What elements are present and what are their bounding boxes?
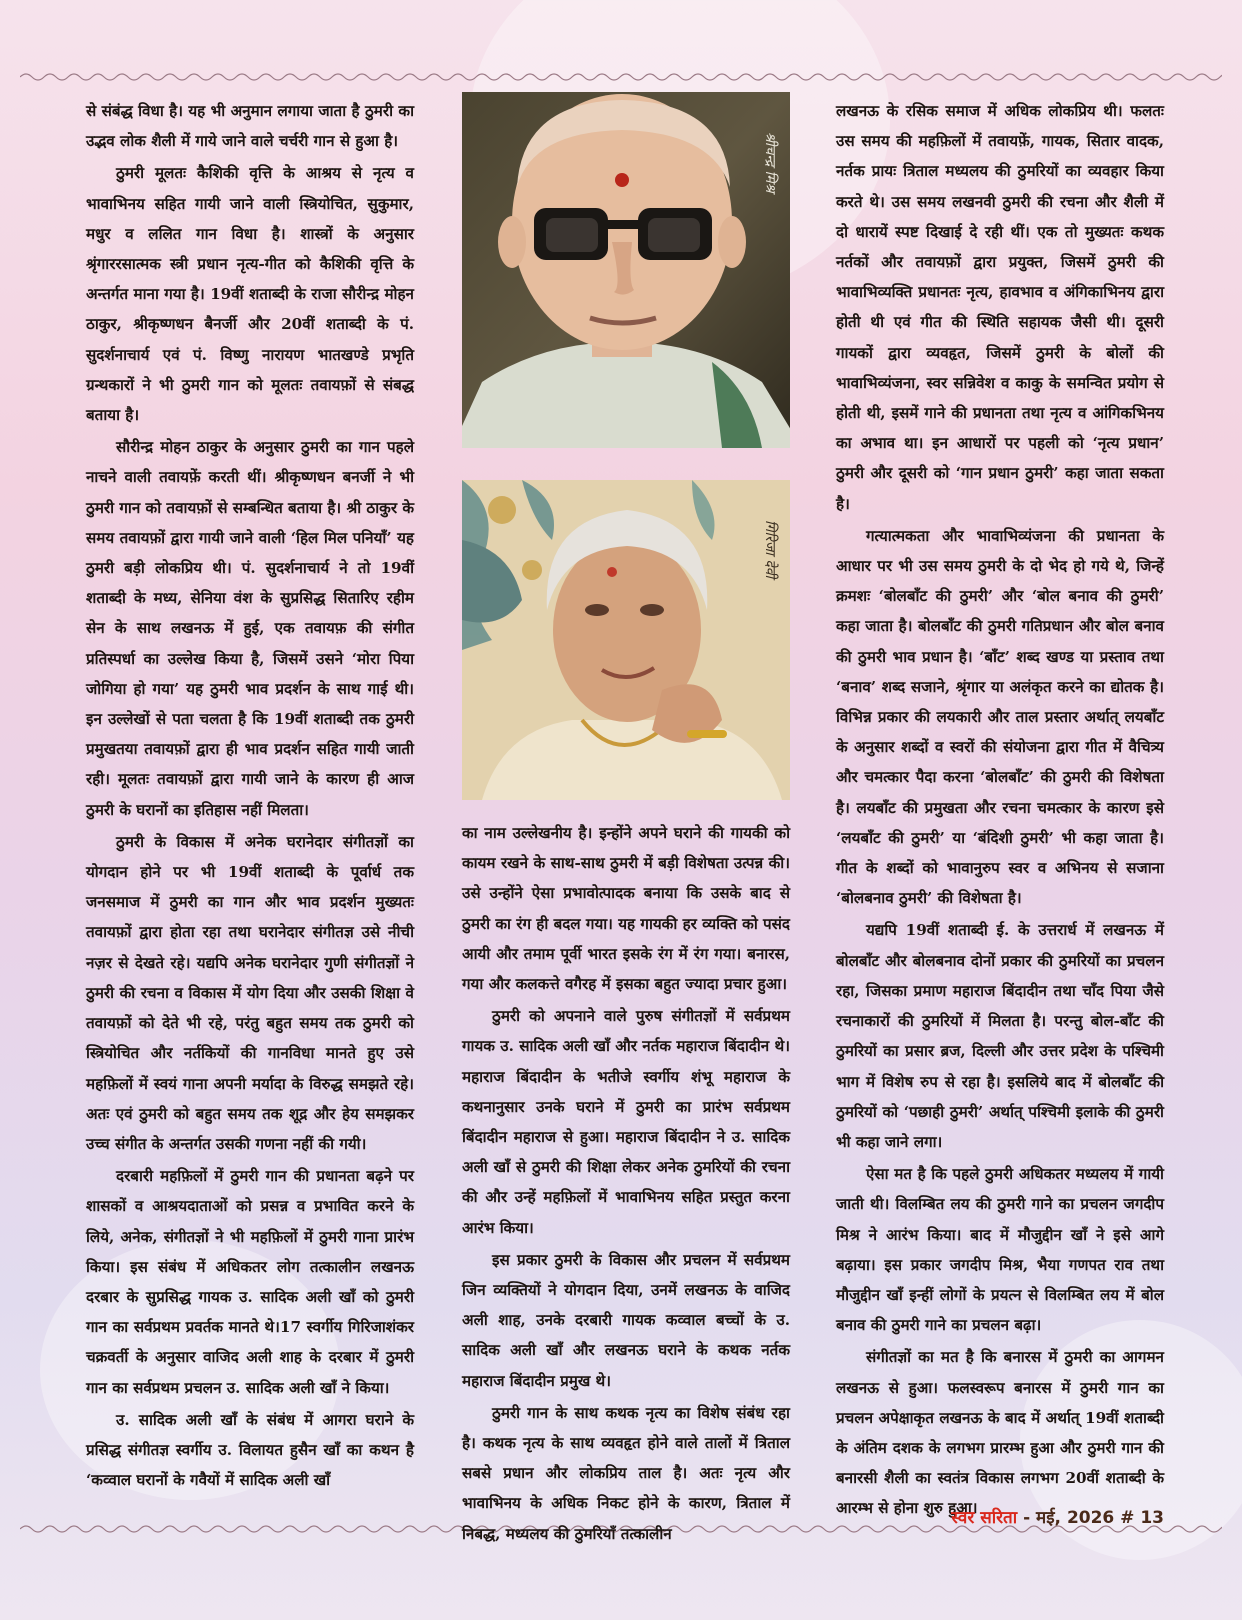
paragraph: यद्यपि 19वीं शताब्दी ई. के उत्तरार्ध में लखनऊ में बोलबाँट और बोलबनाव दोनों प्रकार की ठुमरियों का प्रचलन रहा, जिसका प्रमाण महाराज बिंदादीन तथा चाँद पिया जैसे रचनाकारों की ठुमरियों में मिलता है। परन्तु बोल-बाँट की ठुमरियों का प्रसार ब्रज, दिल्ली और उत्तर प्रदेश के पश्चिमी भाग में विशेष रुप से रहा है। इसलिये बाद में बोलबाँट की ठुमरियों को ‘पछाही ठुमरी’ अर्थात् पश्चिमी इलाके की ठुमरी भी कहा जाने लगा। [836, 921, 1164, 1151]
paragraph: दरबारी महफ़िलों में ठुमरी गान की प्रधानता बढ़ने पर शासकों व आश्रयदाताओं को प्रसन्न व प्रभावित करने के लिये, अनेक, संगीतज्ञों ने भी महफ़िलों में ठुमरी गाना प्रारंभ किया। इस संबंध में अधिकतर लोग तत्कालीन लखनऊ दरबार के सुप्रसिद्ध गायक उ. सादिक अली खाँ को ठुमरी गान का सर्वप्रथम प्रवर्तक मानते थे।17 स्वर्गीय गिरिजाशंकर चक्रवर्ती के अनुसार वाजिद अली शाह के दरबार में ठुमरी गान का सर्वप्रथम प्रचलन उ. सादिक अली खाँ ने किया। [86, 1167, 414, 1397]
paragraph: ठुमरी के विकास में अनेक घरानेदार संगीतज्ञों का योगदान होने पर भी 19वीं शताब्दी के पूर्वार्ध तक जनसमाज में ठुमरी का गान और भाव प्रदर्शन मुख्यतः तवायफ़ों द्वारा होता रहा तथा घरानेदार संगीतज्ञ उसे नीची नज़र से देखते रहे। यद्यपि अनेक घरानेदार गुणी संगीतज्ञों ने ठुमरी की रचना व विकास में योग दिया और उसकी शिक्षा वे तवायफ़ों को देते भी रहे, परंतु बहुत समय तक ठुमरी को स्त्रियोचित और नर्तकियों की गानविधा मानते हुए उसे महफ़िलों में स्वयं गाना अपनी मर्यादा के विरुद्ध समझते रहे। अतः एवं ठुमरी को बहुत समय तक शूद्र और हेय समझकर उच्च संगीत के अन्तर्गत उसकी गणना नहीं की गयी। [86, 832, 414, 1153]
left-column [86, 96, 414, 1495]
paragraph: गत्यात्मकता और भावाभिव्यंजना की प्रधानता के आधार पर भी उस समय ठुमरी के दो भेद हो गये थे, जिन्हें क्रमशः ‘बोलबाँट की ठुमरी’ और ‘बोल बनाव की ठुमरी’ कहा जाता है। बोलबाँट की ठुमरी गतिप्रधान और बोल बनाव की ठुमरी भाव प्रधान है। ‘बाँट’ शब्द खण्ड या प्रस्ताव तथा ‘बनाव’ शब्द सजाने, श्रृंगार या अलंकृत करने का द्योतक है। विभिन्न प्रकार की लयकारी और ताल प्रस्तार अर्थात् लयबाँट के अनुसार शब्दों व स्वरों की संयोजना द्वारा गीत में वैचित्र्य और चमत्कार पैदा करना ‘बोलबाँट’ की ठुमरी की विशेषता है। लयबाँट की प्रमुखता और रचना चमत्कार के कारण इसे ‘लयबाँट की ठुमरी’ या ‘बंदिशी ठुमरी’ भी कहा जाता है। गीत के शब्दों को भावानुरुप स्वर व अभिनय से सजाना ‘बोलबनाव ठुमरी’ की विशेषता है। [836, 526, 1164, 908]
paragraph: ठुमरी गान के साथ कथक नृत्य का विशेष संबंध रहा है। कथक नृत्य के साथ व्यवहृत होने वाले तालों में त्रिताल सबसे प्रधान और लोकप्रिय ताल है। अतः नृत्य और भावाभिनय के अधिक निकट होने के कारण, त्रिताल में निबद्ध, मध्यलय की ठुमरियाँ तत्कालीन [462, 1403, 790, 1543]
paragraph: ठुमरी को अपनाने वाले पुरुष संगीतज्ञों में सर्वप्रथम गायक उ. सादिक अली खाँ और नर्तक महाराज बिंदादीन थे। महाराज बिंदादीन के भतीजे स्वर्गीय शंभू महाराज के कथनानुसार उनके घराने में ठुमरी का प्रारंभ सर्वप्रथम बिंदादीन महाराज से हुआ। महाराज बिंदादीन ने उ. सादिक अली खाँ से ठुमरी की शिक्षा लेकर अनेक ठुमरियों की रचना की और उन्हें महफ़िलों में भावाभिनय सहित प्रस्तुत करना आरंभ किया। [462, 1007, 790, 1237]
paragraph: का नाम उल्लेखनीय है। इन्होंने अपने घराने की गायकी को कायम रखने के साथ-साथ ठुमरी में बड़ी विशेषता उत्पन्न की। उसे उन्होंने ऐसा प्रभावोत्पादक बनाया कि उसके बाद से ठुमरी का रंग ही बदल गया। यह गायकी हर व्यक्ति को पसंद आयी और तमाम पूर्वी भारत इसके रंग में रंग गया। बनारस, गया और कलकत्ते वगैरह में इसका बहुत ज्यादा प्रचार हुआ। [462, 824, 791, 994]
woman-portrait-illustration [462, 480, 790, 800]
top-wave-border [20, 70, 1222, 84]
issue-and-page: - मई, 2026 # 13 [1017, 1508, 1164, 1528]
page-footer [951, 1505, 1164, 1528]
magazine-name: स्वर सरिता [951, 1508, 1018, 1528]
paragraph: सौरीन्द्र मोहन ठाकुर के अनुसार ठुमरी का गान पहले नाचने वाली तवायफ़ें करती थीं। श्रीकृष्णधन बनर्जी ने भी ठुमरी गान को तवायफ़ों से सम्बन्धित बताया है। श्री ठाकुर के समय तवायफ़ों द्वारा गायी जाने वाली ‘हिल मिल पनियाँ’ यह ठुमरी बड़ी लोकप्रिय थी। पं. सुदर्शनाचार्य ने तो 19वीं शताब्दी के मध्य, सेनिया वंश के सुप्रसिद्ध सितारिए रहीम सेन के साथ लखनऊ में हुई, एक तवायफ़ की संगीत प्रतिस्पर्धा का उल्लेख किया है, जिसमें उसने ‘मोरा पिया जोगिया हो गया’ यह ठुमरी भाव प्रदर्शन के साथ गाई थी। इन उल्लेखों से पता चलता है कि 19वीं शताब्दी तक ठुमरी प्रमुखतया तवायफ़ों द्वारा ही भाव प्रदर्शन सहित गायी जाती रही। मूलतः तवायफ़ों द्वारा गायी जाने के कारण ही आज ठुमरी के घरानों का इतिहास नहीं मिलता। [86, 438, 415, 819]
paragraph: लखनऊ के रसिक समाज में अधिक लोकप्रिय थी। फलतः उस समय की महफ़िलों में तवायफ़ें, गायक, सितार वादक, नर्तक प्रायः त्रिताल मध्यलय की ठुमरियों का व्यवहार किया करते थे। उस समय लखनवी ठुमरी की रचना और शैली में दो धारायें स्पष्ट दिखाई दे रही थीं। एक तो मुख्यतः कथक नर्तकों और तवायफ़ों द्वारा प्रयुक्त, जिसमें ठुमरी की भावाभिव्यक्ति प्रधानतः नृत्य, हावभाव व अंगिकाभिनय द्वारा होती थी एवं गीत की स्थिति सहायक जैसी थी। दूसरी गायकों द्वारा व्यवहृत, जिसमें ठुमरी के बोलों की भावाभिव्यंजना, स्वर सन्निवेश व काकु के समन्वित प्रयोग से होती थी, इसमें गाने की प्रधानता तथा नृत्य व आंगिकभिनय का अभाव था। इन आधारों पर पहली को ‘नृत्य प्रधान’ ठुमरी और दूसरी को ‘गान प्रधान ठुमरी’ कहा जाता सकता है। [836, 102, 1164, 513]
portrait-photo-woman [462, 480, 790, 800]
paragraph: संगीतज्ञों का मत है कि बनारस में ठुमरी का आगमन लखनऊ से हुआ। फलस्वरूप बनारस में ठुमरी गान का प्रचलन अपेक्षाकृत लखनऊ के बाद में अर्थात् 19वीं शताब्दी के अंतिम दशक के लगभग प्रारम्भ हुआ और ठुमरी गान की बनारसी शैली का स्वतंत्र विकास लगभग 20वीं शताब्दी के आरम्भ से होना शुरु हुआ। [836, 1348, 1164, 1518]
man-portrait-illustration [462, 92, 790, 448]
paragraph: ऐसा मत है कि पहले ठुमरी अधिकतर मध्यलय में गायी जाती थी। विलम्बित लय की ठुमरी गाने का प्रचलन जगदीप मिश्र ने आरंभ किया। बाद में मौजुद्दीन खाँ ने इसे आगे बढ़ाया। इस प्रकार जगदीप मिश्र, भैया गणपत राव तथा मौजुद्दीन खाँ इन्हीं लोगों के प्रयत्न से विलम्बित लय में बोल बनाव की ठुमरी गाने का प्रचलन बढ़ा। [836, 1165, 1164, 1335]
photo-caption: श्रीचन्द्र मिश्र [762, 132, 778, 193]
right-column [836, 96, 1164, 1524]
paragraph: इस प्रकार ठुमरी के विकास और प्रचलन में सर्वप्रथम जिन व्यक्तियों ने योगदान दिया, उनमें लखनऊ के वाजिद अली शाह, उनके दरबारी गायक कव्वाल बच्चों के उ. सादिक अली खाँ और लखनऊ घराने के कथक नर्तक महाराज बिंदादीन प्रमुख थे। [462, 1250, 790, 1390]
middle-column [462, 818, 790, 1549]
portrait-photo-man [462, 92, 790, 448]
paragraph: से संबंद्ध विधा है। यह भी अनुमान लगाया जाता है ठुमरी का उद्भव लोक शैली में गाये जाने वाले चर्चरी गान से हुआ है। [86, 102, 414, 151]
paragraph: ठुमरी मूलतः कैशिकी वृत्ति के आश्रय से नृत्य व भावाभिनय सहित गायी जाने वाली स्त्रियोचित, सुकुमार, मधुर व ललित गान विधा है। शास्त्रों के अनुसार श्रृंगाररसात्मक स्त्री प्रधान नृत्य-गीत को कैशिकी वृत्ति के अन्तर्गत माना गया है। 19वीं शताब्दी के राजा सौरीन्द्र मोहन ठाकुर, श्रीकृष्णधन बैनर्जी और 20वीं शताब्दी के पं. सुदर्शनाचार्य एवं पं. विष्णु नारायण भातखण्डे प्रभृति ग्रन्थकारों ने भी ठुमरी गान को मूलतः तवायफ़ों से संबद्ध बताया है। [86, 164, 414, 425]
paragraph: उ. सादिक अली खाँ के संबंध में आगरा घराने के प्रसिद्ध संगीतज्ञ स्वर्गीय उ. विलायत हुसैन खाँ का कथन है ‘कव्वाल घरानों के गवैयों में सादिक अली खाँ [86, 1410, 414, 1490]
photo-caption: गिरिजा देवी [762, 520, 778, 579]
